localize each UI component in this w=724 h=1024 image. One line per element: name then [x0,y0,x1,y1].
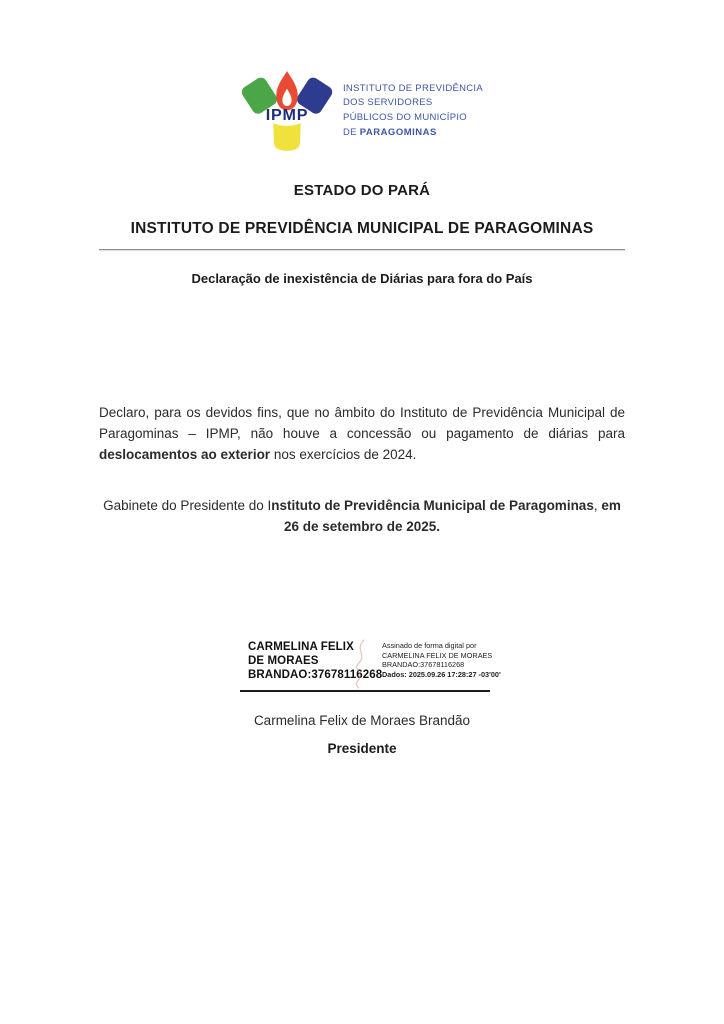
state-title: ESTADO DO PARÁ [293,182,431,199]
gabinete-text-comma: , [593,498,602,513]
header-divider [99,249,625,250]
declaration-text-end: nos exercícios de 2024. [270,447,417,462]
org-name-line3: PÚBLICOS DO MUNICÍPIO [342,112,467,123]
org-name [343,82,483,141]
org-name-line1: INSTITUTO DE PREVIDÊNCIA [342,82,484,94]
signature-details-line2: CARMELINA FELIX DE MORAES [382,650,493,660]
logo-flame-icon [276,71,297,110]
institute-title: INSTITUTO DE PREVIDÊNCIA MUNICIPAL DE PARAGOMINAS [130,220,594,237]
logo-acronym-text: IPMP [265,106,309,125]
logo-yellow-shape [273,123,301,151]
certificate-name: CARMELINA FELIX DE MORAES BRANDAO:37678116268 [248,641,383,681]
signature-details [382,640,501,679]
logo-header [0,0,724,154]
signer-role: Presidente [327,741,397,756]
org-name-line4: DE PARAGOMINAS [342,126,437,138]
document-subtitle: Declaração de inexistência de Diárias para fora do País [191,271,533,286]
digital-signature-block [240,638,501,692]
declaration-text-bold: deslocamentos ao exterior [99,447,271,462]
gabinete-paragraph [99,495,625,537]
signature-details-line1: Assinado de forma digital por [382,641,477,650]
ipmp-logo-icon [241,68,333,154]
org-name-line2: DOS SERVIDORES [342,97,433,109]
gabinete-text-bold-date: em 26 de setembro de 2025. [283,498,621,534]
gabinete-text-start: Gabinete do Presidente do I [103,498,272,513]
signature-details-line4: Dados: 2025.09.26 17:28:27 -03'00' [382,669,501,679]
declaration-text-start: Declaro, para os devidos fins, que no âmbito do Instituto de Previdência Municipal de Paragominas – IPMP, não houve a concessão ou pagamento de diárias para [99,405,625,441]
declaration-paragraph [99,402,625,465]
signature-details-line3: BRANDAO:37678116268 [382,660,465,670]
gabinete-text-bold-institute: nstituto de Previdência Municipal de Paragominas [271,498,594,513]
signer-name: Carmelina Felix de Moraes Brandão [253,713,471,728]
